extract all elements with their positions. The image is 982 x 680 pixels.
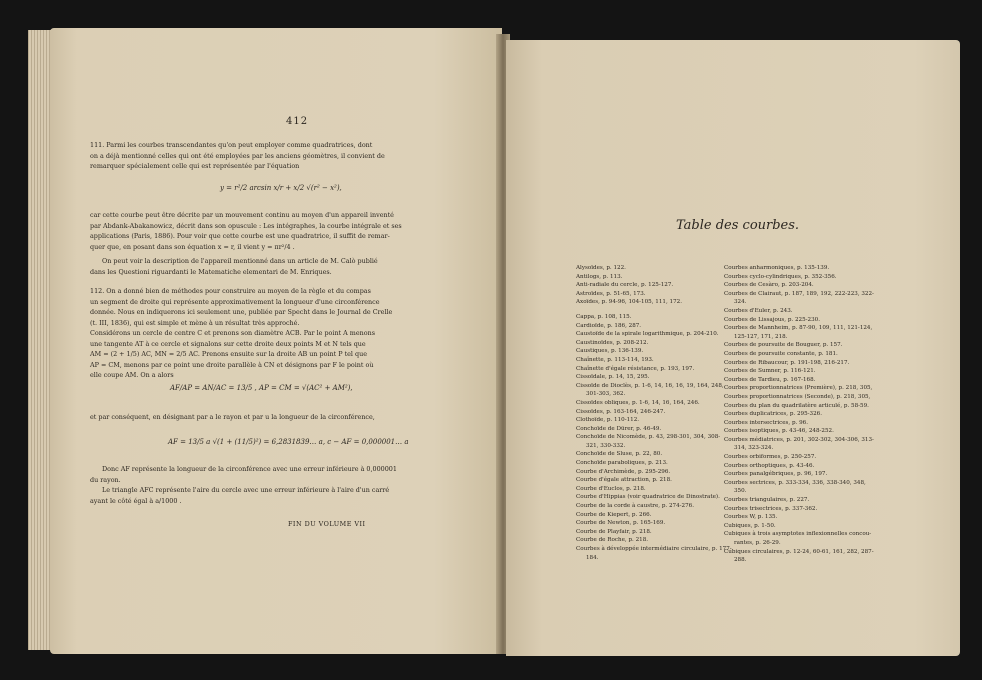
index-entry: 350. (734, 488, 747, 495)
index-column-right (724, 264, 884, 565)
index-entry: 288. (734, 557, 747, 564)
text-line: dans les Questioni riguardanti le Matematiche elementari de M. Enriques. (90, 267, 332, 276)
index-entry: rantes, p. 26-29. (734, 540, 781, 546)
formula-quadratrix: y = r²/2 arcsin x/r + x/2 √(r² − x²), (220, 184, 342, 192)
index-entry: Courbe d'égale attraction, p. 218. (576, 477, 672, 484)
text-line: 111. Parmi les courbes transcendantes qu'on peut employer comme quadratrices, dont (90, 141, 373, 149)
index-entry: Cissoïdale, p. 14, 15, 295. (576, 374, 650, 381)
index-entry: Conchoïde de Dürer, p. 46-49. (576, 425, 662, 432)
index-entry: Courbes du plan du quadrilatère articulé, p. 58-59. (724, 402, 869, 409)
index-entry: Cardioïde, p. 186, 287. (576, 322, 642, 329)
index-entry: Chaînette, p. 113-114, 193. (576, 356, 654, 363)
text-line: du rayon. (90, 475, 121, 484)
index-title: Table des courbes. (676, 218, 800, 233)
index-entry: Courbes de Tardieu, p. 167-168. (724, 376, 816, 383)
text-line: (t. III, 1836), qui est simple et mène à un résultat très approché. (90, 318, 300, 327)
index-entry: Clothoïde, p. 110-112. (576, 417, 640, 424)
index-entry: Courbes de Mannheim, p. 87-90, 109, 111, 121-124, (724, 325, 873, 332)
right-page (506, 40, 960, 656)
index-entry: 314, 323-324. (734, 445, 774, 452)
index-entry: Courbe d'Archimède, p. 295-296. (576, 468, 671, 475)
index-entry: Courbes anharmoniques, p. 135-139. (724, 265, 830, 271)
text-line: par Abdank-Abakanowicz, décrit dans son opuscule : Les intégraphes, la courbe intégrale et ses (90, 221, 402, 230)
index-entry: Cubiques circulaires, p. 12-24, 60-61, 161, 282, 287- (724, 548, 874, 555)
index-entry: 184. (586, 554, 599, 561)
index-entry: Courbes orbiformes, p. 250-257. (724, 454, 817, 461)
index-entry: Courbes sectrices, p. 333-334, 336, 338-340, 348, (724, 479, 866, 486)
index-entry: Courbe de Playfair, p. 218. (576, 528, 652, 535)
index-entry: Cubiques à trois asymptotes inflexionnelles concou- (724, 531, 872, 538)
index-entry: Courbes de Cesàro, p. 203-204. (724, 282, 814, 289)
index-entry: Courbes d'Euler, p. 243. (724, 307, 793, 314)
text-line: donnée. Nous en indiquerons ici seulement une, publiée par Specht dans le Journal de Crelle (90, 308, 393, 316)
index-entry: Cissoïdes, p. 163-164, 246-247. (576, 408, 666, 415)
text-line: elle coupe AM. On a alors (90, 371, 174, 379)
index-entry: Conchoïde de Nicomède, p. 43, 298-301, 304, 308- (576, 434, 721, 441)
index-entry: Courbes de poursuite de Bouguer, p. 157. (724, 342, 843, 349)
index-entry: Courbes de Sumner, p. 116-121. (724, 368, 816, 375)
section-112 (90, 286, 468, 381)
index-entry: Courbes triangulaires, p. 227. (724, 497, 810, 504)
index-entry: Caustoïde de la spirale logarithmique, p. 204-210. (576, 331, 719, 338)
index-entry: Axoïdes, p. 94-96, 104-105, 111, 172. (576, 299, 682, 306)
index-entry: Anti-radiale du cercle, p. 125-127. (576, 282, 674, 289)
index-entry: Courbe de Kiepert, p. 266. (576, 511, 652, 518)
index-entry: Courbes duplicatrices, p. 295-326. (724, 411, 823, 418)
formula-af: AF/AP = AN/AC = 13/5 , AP = CM = √(AC² + AM²), (170, 384, 353, 392)
index-entry: Courbes trisectrices, p. 337-362. (724, 505, 818, 512)
section-112-cont: et par conséquent, en désignant par a le rayon et par u la longueur de la circonférence, (90, 413, 375, 421)
text-line: quer que, en posant dans son équation x = r, il vient y = πr²/4 . (90, 242, 295, 251)
page-number: 412 (286, 116, 309, 127)
index-entry: Courbes médiatrices, p. 201, 302-302, 304-306, 313- (724, 436, 874, 443)
text-line: AP = CM, menons par ce point une droite parallèle à CN et désignons par F le point où (90, 360, 374, 369)
index-entry: Chaînette d'égale résistance, p. 193, 197. (576, 365, 695, 372)
index-entry: Courbe d'Hippias (voir quadratrice de Dinostrate). (576, 494, 720, 501)
text-line: Le triangle AFC représente l'aire du cercle avec une erreur inférieure à l'aire d'un carré (102, 486, 390, 494)
index-entry: Courbes à développée intermédiaire circulaire, p. 177- (576, 546, 732, 552)
index-entry: Courbes panalgébriques, p. 96, 197. (724, 471, 828, 478)
index-entry: Alysoïdes, p. 122. (576, 265, 626, 271)
index-entry: Conchoïde de Sluse, p. 22, 80. (576, 451, 663, 458)
text-line: applications (Paris, 1886). Pour voir que cette courbe est une quadratrice, il suffit de remar- (90, 232, 390, 240)
index-entry: Courbes intersectrices, p. 96. (724, 419, 809, 426)
index-entry: Courbes proportionnatrices (Seconde), p. 218, 305, (724, 393, 871, 400)
index-entry: Courbes proportionnatrices (Première), p. 218, 305, (724, 385, 873, 392)
text-line: Donc AF représente la longueur de la circonférence avec une erreur inférieure à 0,000001 (102, 465, 397, 473)
index-entry: 301-303, 362. (586, 391, 626, 398)
index-entry: Caustiques, p. 136-139. (576, 348, 644, 355)
index-entry: Courbe d'Euclos, p. 218. (576, 485, 646, 492)
text-line: ayant le côté égal à a/1000 . (90, 496, 182, 505)
index-entry: Courbe de la corde à caustre, p. 274-276. (576, 503, 695, 510)
end-of-volume: FIN DU VOLUME VII (288, 520, 366, 528)
index-entry: Courbes de Ribaucour, p. 191-198, 216-217. (724, 359, 850, 366)
text-line: On peut voir la description de l'appareil mentionné dans un article de M. Calò publié (102, 257, 378, 265)
index-entry: Astroïdes, p. 51-65, 173. (576, 290, 646, 297)
index-entry: Cissoïdes obliques, p. 1-6, 14, 16, 164, 246. (576, 399, 700, 406)
index-entry: Caustinoïdes, p. 208-212. (576, 339, 649, 346)
text-line: car cette courbe peut être décrite par un mouvement continu au moyen d'un appareil inventé (90, 211, 394, 219)
index-entry: Courbes de Clairaut, p. 187, 189, 192, 222-223, 322- (724, 290, 874, 297)
left-page (50, 28, 502, 654)
index-entry: Courbes de Lissajous, p. 225-230. (724, 316, 821, 323)
index-entry: 125-127, 171, 218. (734, 333, 788, 340)
index-entry: Courbes W, p. 135. (724, 514, 778, 521)
index-entry: Courbes isoptiques, p. 43-46, 248-252. (724, 428, 834, 435)
index-entry: 324. (734, 299, 747, 306)
text-line: 112. On a donné bien de méthodes pour construire au moyen de la règle et du compas (90, 287, 371, 295)
index-entry: Antilogs, p. 113. (576, 273, 623, 280)
index-entry: Courbes cyclo-cylindriques, p. 352-356. (724, 273, 837, 280)
index-entry: Courbes orthoptiques, p. 43-46. (724, 462, 815, 469)
section-112-end (90, 464, 468, 506)
index-entry: Courbes de poursuite constante, p. 181. (724, 350, 838, 357)
index-entry: 321, 330-332. (586, 442, 626, 449)
index-entry: Cubiques, p. 1-50. (724, 522, 776, 529)
open-book (28, 24, 958, 658)
text-line: Considérons un cercle de centre C et prenons son diamètre ACB. Par le point A menons (90, 329, 376, 337)
section-111-cont (90, 210, 468, 252)
section-111-note (90, 256, 468, 277)
section-111 (90, 140, 468, 172)
text-line: un segment de droite qui représente approximativement la longueur d'une circonférence (90, 297, 380, 306)
index-entry: Cappa, p. 108, 115. (576, 313, 632, 320)
index-column-left (576, 264, 732, 562)
index-entry: Courbe de Roche, p. 218. (576, 537, 649, 544)
text-line: AM = (2 + 1/5) AC, MN = 2/5 AC. Prenons ensuite sur la droite AB un point P tel que (90, 350, 367, 358)
text-line: on a déjà mentionné celles qui ont été employées par les anciens géomètres, il convient de (90, 151, 385, 160)
index-entry: Courbe de Newton, p. 165-169. (576, 520, 666, 527)
index-entry: Cissoïde de Dioclès, p. 1-6, 14, 16, 16, 19, 164, 248, (576, 382, 724, 389)
text-line: une tangente AT à ce cercle et signalons sur cette droite deux points M et N tels que (90, 339, 366, 348)
formula-circumference: AF = 13/5 a √(1 + (11/5)²) = 6,2831839… a, c − AF = 0,000001… a (168, 438, 409, 446)
index-entry: Conchoïde paraboliques, p. 213. (576, 460, 668, 467)
text-line: remarquer spécialement celle qui est représentée par l'équation (90, 162, 300, 170)
